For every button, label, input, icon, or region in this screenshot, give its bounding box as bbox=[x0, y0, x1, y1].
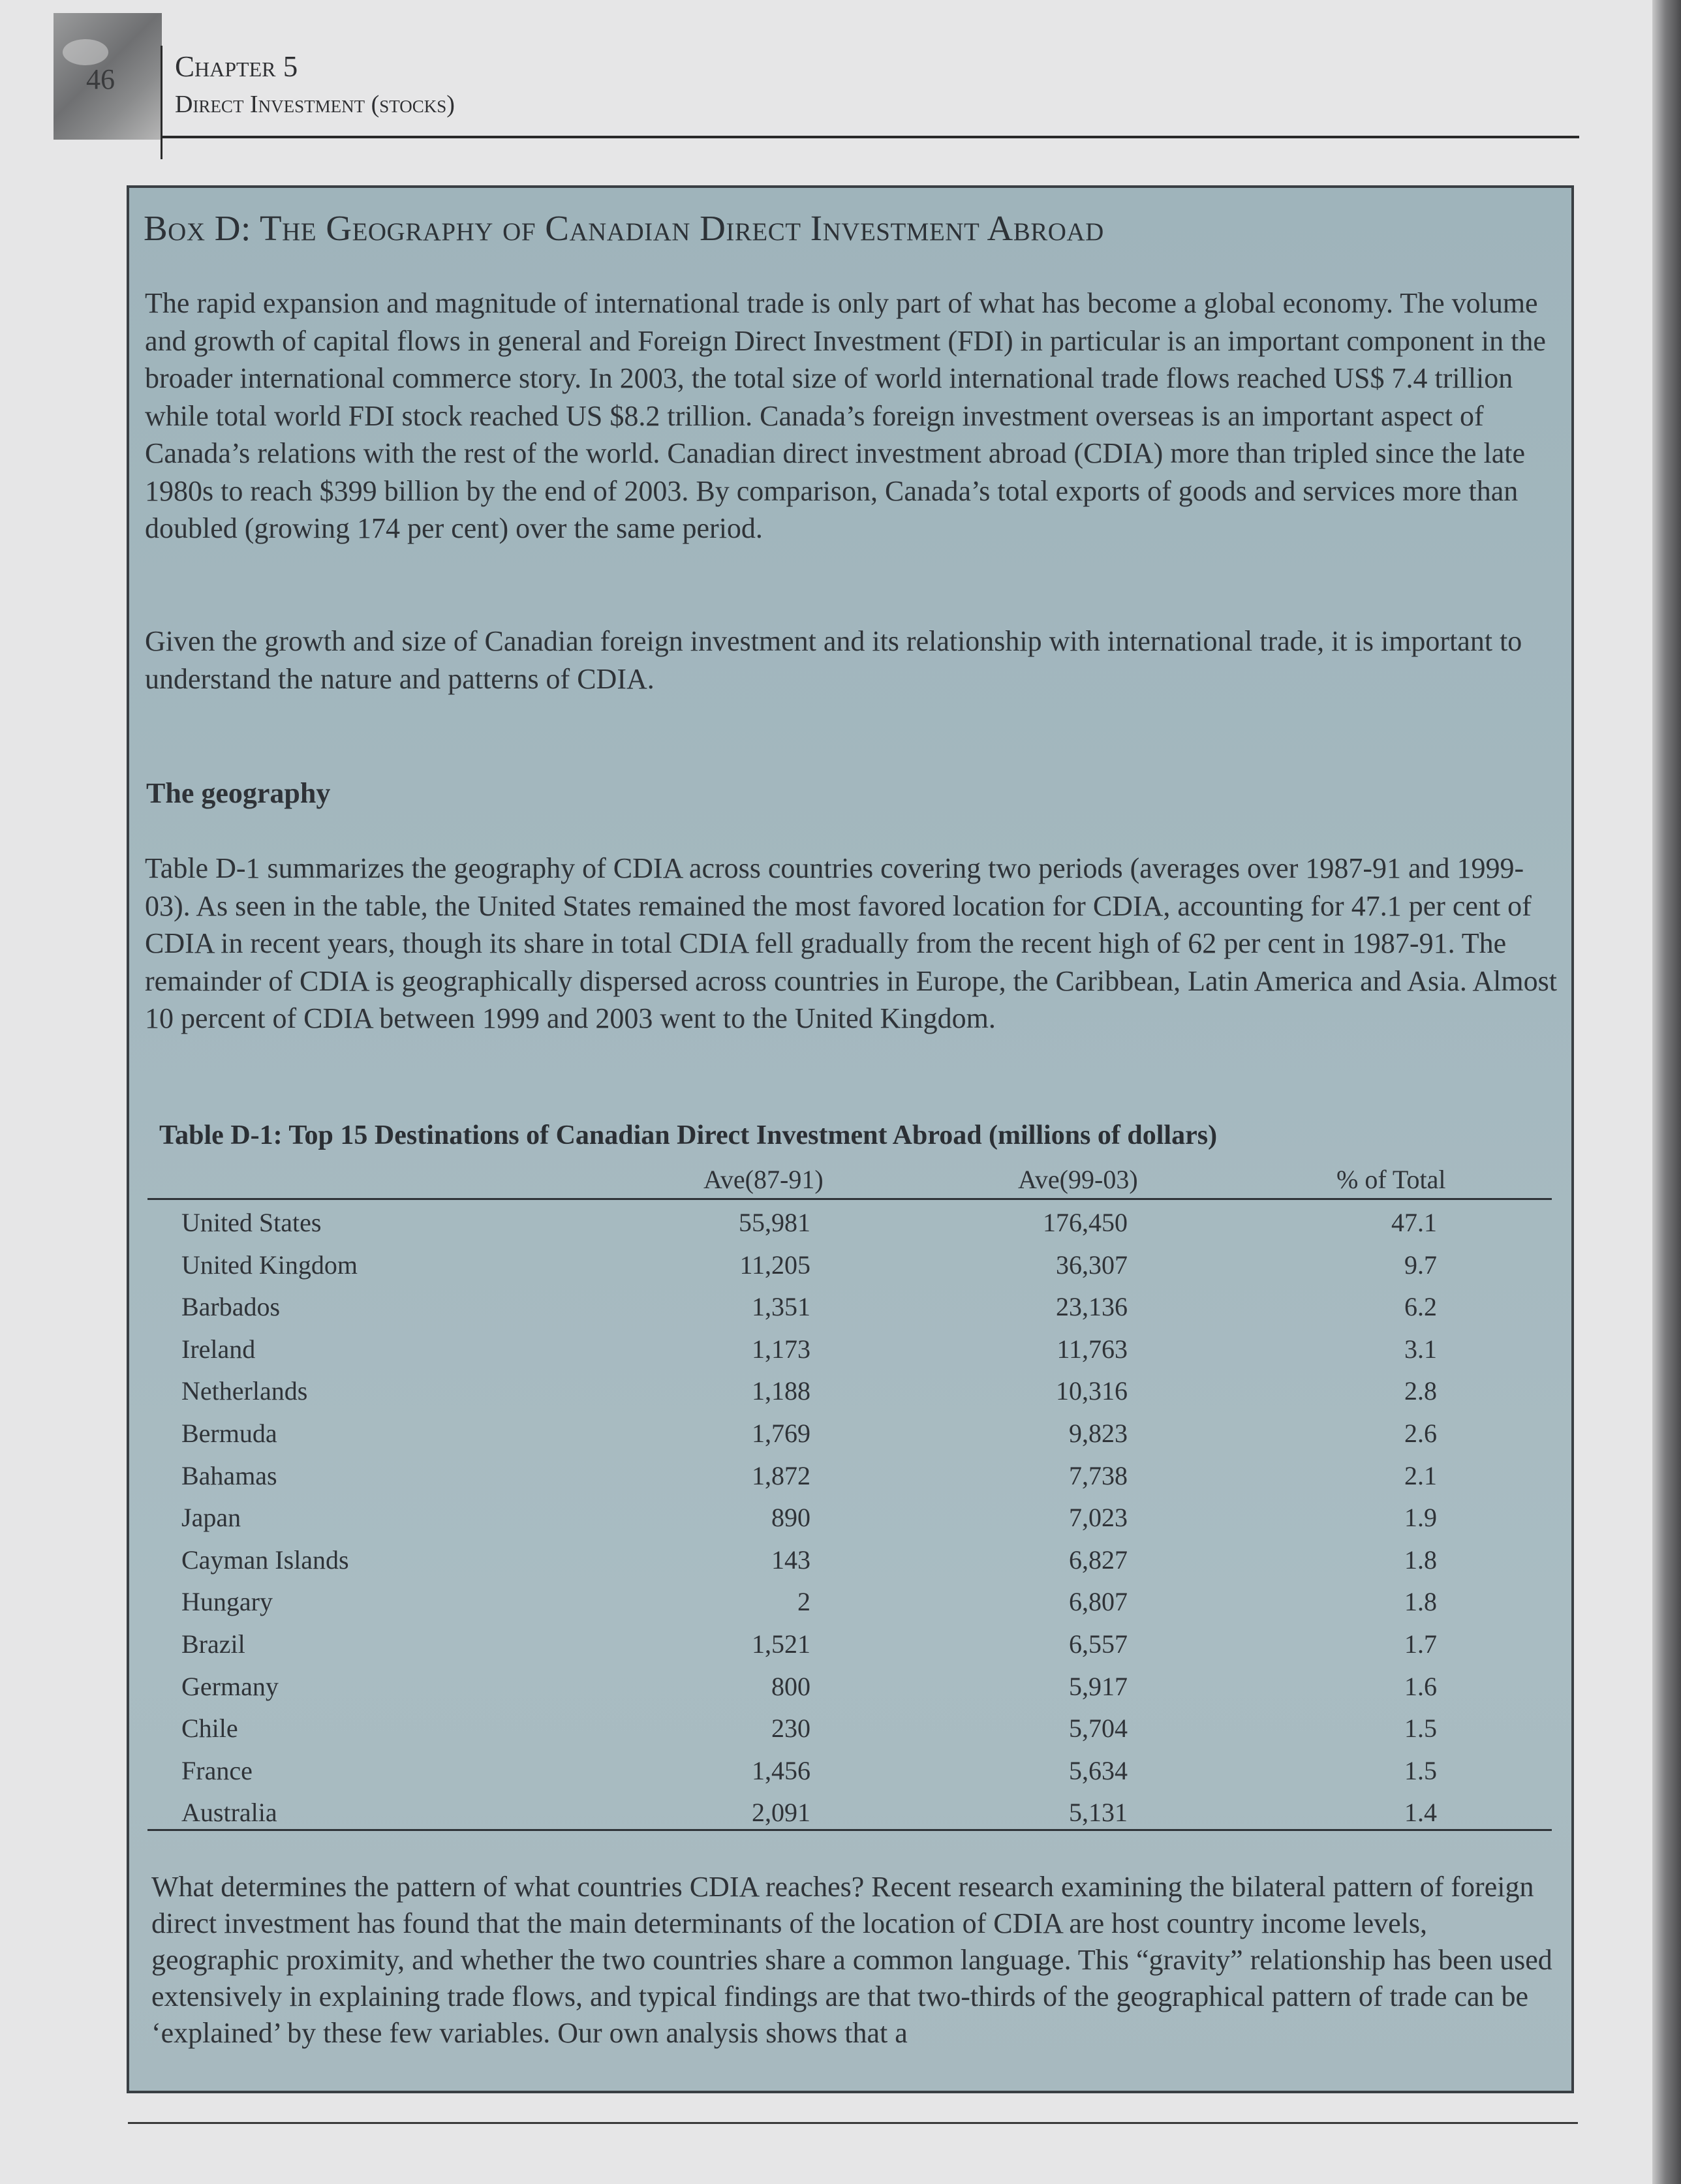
table-row bbox=[0, 1418, 1681, 1460]
cell-ave-99-03: 176,450 bbox=[1043, 1208, 1128, 1237]
cell-percent-total: 1.6 bbox=[1404, 1671, 1437, 1701]
cell-country: Ireland bbox=[181, 1334, 256, 1364]
table-row bbox=[0, 1502, 1681, 1545]
cell-country: Germany bbox=[181, 1671, 279, 1701]
table-row bbox=[0, 1207, 1681, 1250]
cell-ave-99-03: 5,917 bbox=[1069, 1671, 1128, 1701]
table-bottom-rule bbox=[147, 1829, 1552, 1831]
cell-ave-87-91: 2 bbox=[797, 1587, 810, 1617]
table-row bbox=[0, 1671, 1681, 1714]
paragraph-intro: The rapid expansion and magnitude of international trade is only part of what has become a global economy. The volume and growth of capital flows in general and Foreign Direct Investment (FDI) in particular is an important component in the broader international commerce story. In 2003, the total size of world international trade flows reached US$ 7.4 trillion while total world FDI stock reached US $8.2 trillion. Canada’s foreign investment overseas is an important aspect of Canada’s relations with the rest of the world. Canadian direct investment abroad (CDIA) more than tripled since the late 1980s to reach $399 billion by the end of 2003. By comparison, Canada’s total exports of goods and services more than doubled (growing 174 per cent) over the same period. bbox=[145, 287, 1546, 544]
header-vertical-rule bbox=[161, 46, 162, 159]
column-header-percent-total: % of Total bbox=[1336, 1165, 1446, 1194]
cell-percent-total: 1.5 bbox=[1404, 1755, 1437, 1785]
table-top-rule bbox=[147, 1198, 1552, 1200]
box-title: Box D: The Geography of Canadian Direct Investment Abroad bbox=[144, 208, 1104, 248]
table-row bbox=[0, 1797, 1681, 1839]
cell-country: United Kingdom bbox=[181, 1250, 358, 1280]
table-body bbox=[0, 1207, 1681, 1839]
cell-ave-87-91: 890 bbox=[771, 1503, 810, 1533]
cell-percent-total: 1.7 bbox=[1404, 1629, 1437, 1659]
cell-country: Netherlands bbox=[181, 1376, 308, 1406]
cell-percent-total: 1.4 bbox=[1404, 1798, 1437, 1828]
cell-ave-99-03: 10,316 bbox=[1056, 1376, 1128, 1406]
page-number: 46 bbox=[86, 63, 115, 95]
cell-country: Cayman Islands bbox=[181, 1545, 349, 1575]
cell-ave-87-91: 1,188 bbox=[752, 1376, 810, 1406]
table-row bbox=[0, 1586, 1681, 1629]
cell-country: Hungary bbox=[181, 1587, 273, 1617]
cell-percent-total: 2.1 bbox=[1404, 1460, 1437, 1490]
cell-ave-99-03: 9,823 bbox=[1069, 1418, 1128, 1448]
cell-ave-87-91: 1,173 bbox=[752, 1334, 810, 1364]
cell-ave-99-03: 6,557 bbox=[1069, 1629, 1128, 1659]
cell-ave-99-03: 6,827 bbox=[1069, 1545, 1128, 1575]
book-spine-shadow bbox=[1652, 0, 1681, 2184]
table-row bbox=[0, 1250, 1681, 1292]
cell-ave-87-91: 11,205 bbox=[739, 1250, 810, 1280]
cell-ave-99-03: 36,307 bbox=[1056, 1250, 1128, 1280]
column-header-ave-87-91: Ave(87-91) bbox=[703, 1165, 824, 1194]
table-row bbox=[0, 1545, 1681, 1587]
cell-percent-total: 1.9 bbox=[1404, 1503, 1437, 1533]
header-horizontal-rule bbox=[161, 136, 1579, 138]
cell-country: Brazil bbox=[181, 1629, 245, 1659]
cell-ave-87-91: 1,351 bbox=[752, 1292, 810, 1322]
cell-ave-87-91: 1,521 bbox=[752, 1629, 810, 1659]
cell-percent-total: 47.1 bbox=[1391, 1208, 1437, 1237]
cell-ave-87-91: 55,981 bbox=[739, 1208, 810, 1237]
chapter-heading: Chapter 5 bbox=[175, 50, 298, 83]
paragraph-purpose: Given the growth and size of Canadian foreign investment and its relationship with international trade, it is important to understand the nature and patterns of CDIA. bbox=[145, 625, 1522, 695]
cell-ave-99-03: 11,763 bbox=[1056, 1334, 1128, 1364]
thumb-glare bbox=[63, 39, 108, 65]
cell-ave-87-91: 143 bbox=[771, 1545, 810, 1575]
cell-percent-total: 1.5 bbox=[1404, 1714, 1437, 1744]
table-row bbox=[0, 1291, 1681, 1334]
table-row bbox=[0, 1334, 1681, 1376]
cell-country: United States bbox=[181, 1208, 322, 1237]
cell-ave-99-03: 5,131 bbox=[1069, 1798, 1128, 1828]
table-row bbox=[0, 1713, 1681, 1755]
cell-ave-99-03: 5,634 bbox=[1069, 1755, 1128, 1785]
cell-ave-99-03: 7,023 bbox=[1069, 1503, 1128, 1533]
cell-country: Barbados bbox=[181, 1292, 281, 1322]
cell-ave-87-91: 230 bbox=[771, 1714, 810, 1744]
cell-country: Bahamas bbox=[181, 1460, 277, 1490]
cell-country: Bermuda bbox=[181, 1418, 277, 1448]
section-heading: Direct Investment (stocks) bbox=[175, 91, 455, 118]
cell-percent-total: 9.7 bbox=[1404, 1250, 1437, 1280]
cell-country: France bbox=[181, 1755, 253, 1785]
cell-ave-87-91: 1,456 bbox=[752, 1755, 810, 1785]
column-header-ave-99-03: Ave(99-03) bbox=[1018, 1165, 1138, 1194]
table-row bbox=[0, 1460, 1681, 1503]
cell-ave-99-03: 6,807 bbox=[1069, 1587, 1128, 1617]
cell-ave-87-91: 2,091 bbox=[752, 1798, 810, 1828]
cell-ave-99-03: 23,136 bbox=[1056, 1292, 1128, 1322]
paragraph-geography: Table D-1 summarizes the geography of CDIA across countries covering two periods (averages over 1987-91 and 1999-03). As seen in the table, the United States remained the most favored location for CDIA, accounting for 47.1 per cent of CDIA in recent years, though its share in total CDIA fell gradually from the recent high of 62 per cent in 1987-91. The remainder of CDIA is geographically dispersed across countries in Europe, the Caribbean, Latin America and Asia. Almost 10 percent of CDIA between 1999 and 2003 went to the United Kingdom. bbox=[145, 852, 1557, 1034]
cell-ave-87-91: 1,872 bbox=[752, 1460, 810, 1490]
cell-percent-total: 6.2 bbox=[1404, 1292, 1437, 1322]
paragraph-determinants: What determines the pattern of what countries CDIA reaches? Recent research examining the bilateral pattern of foreign direct investment has found that the main determinants of the location of CDIA are host country income levels, geographic proximity, and whether the two countries share a common language. This “gravity” relationship has been used extensively in explaining trade flows, and typical findings are that two-thirds of the geographical pattern of trade can be ‘explained’ by these few variables. Our own analysis shows that a bbox=[151, 1871, 1552, 2049]
cell-percent-total: 1.8 bbox=[1404, 1587, 1437, 1617]
cell-country: Japan bbox=[181, 1503, 241, 1533]
table-row bbox=[0, 1629, 1681, 1671]
cell-percent-total: 1.8 bbox=[1404, 1545, 1437, 1575]
cell-percent-total: 2.8 bbox=[1404, 1376, 1437, 1406]
table-caption: Table D-1: Top 15 Destinations of Canadian Direct Investment Abroad (millions of dollars) bbox=[159, 1120, 1218, 1150]
subheading-geography: The geography bbox=[146, 777, 331, 809]
cell-country: Chile bbox=[181, 1714, 238, 1744]
cell-country: Australia bbox=[181, 1798, 277, 1828]
footer-rule bbox=[128, 2122, 1578, 2124]
table-row bbox=[0, 1755, 1681, 1798]
cell-percent-total: 2.6 bbox=[1404, 1418, 1437, 1448]
cell-ave-87-91: 1,769 bbox=[752, 1418, 810, 1448]
cell-ave-87-91: 800 bbox=[771, 1671, 810, 1701]
cell-ave-99-03: 5,704 bbox=[1069, 1714, 1128, 1744]
cell-percent-total: 3.1 bbox=[1404, 1334, 1437, 1364]
cell-ave-99-03: 7,738 bbox=[1069, 1460, 1128, 1490]
table-row bbox=[0, 1376, 1681, 1418]
